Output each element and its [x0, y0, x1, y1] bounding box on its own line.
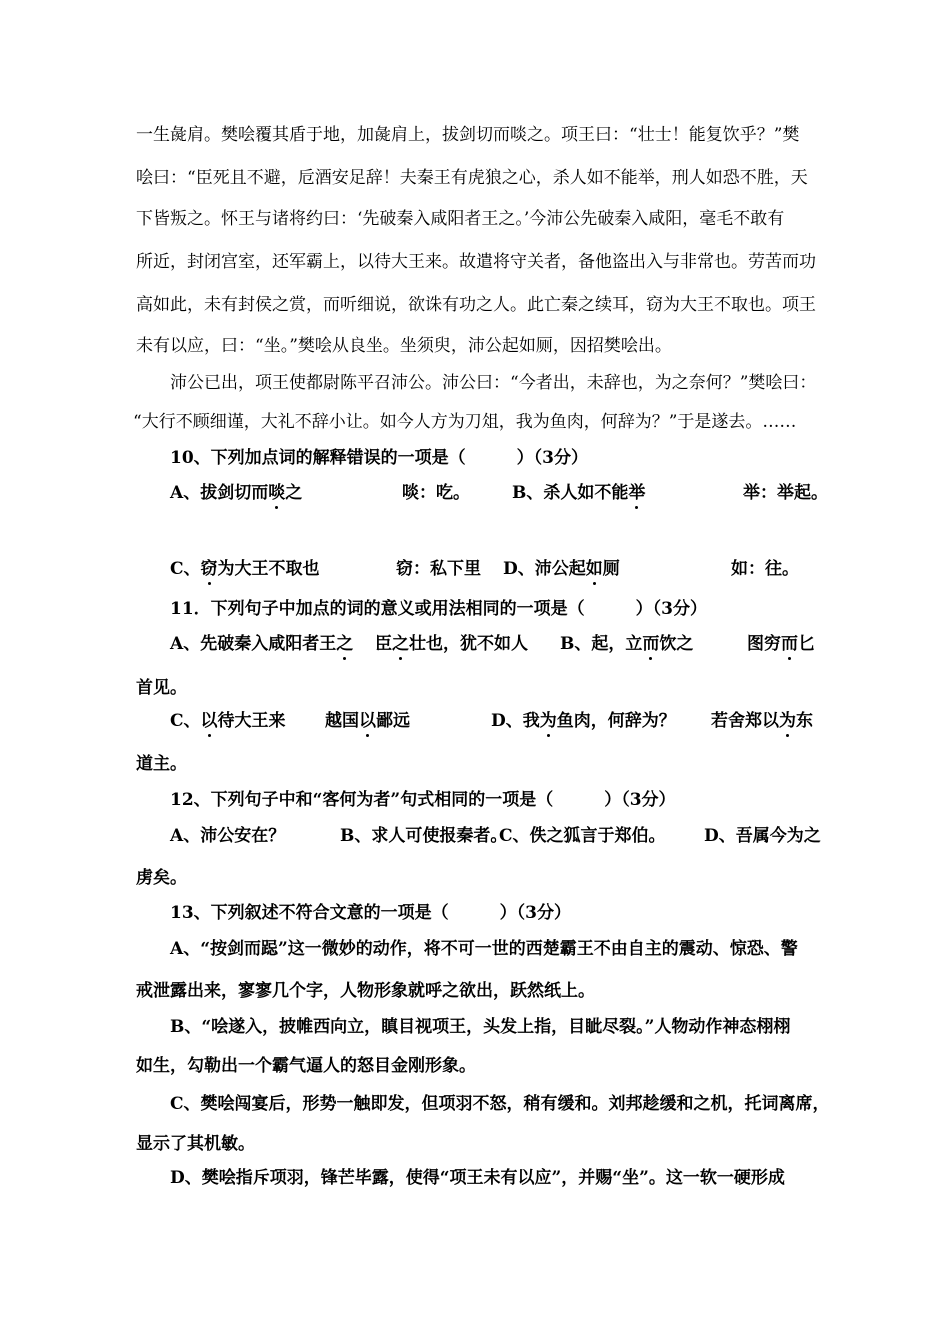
dotted-word: 举	[628, 483, 646, 503]
option-b: B、起，立而饮之	[560, 634, 694, 654]
dotted-word: 如	[585, 559, 603, 579]
option-c-compare: 越国以鄙远	[325, 711, 410, 731]
option-b: B、求人可使报秦者。	[340, 826, 508, 846]
passage-line: 哙曰：“臣死且不避，卮酒安足辞！夫秦王有虎狼之心，杀人如不能举，刑人如恐不胜，天	[136, 168, 808, 188]
dotted-word: 之	[392, 634, 409, 654]
question-10-stem: 10、下列加点词的解释错误的一项是（ ）（3分）	[170, 448, 588, 468]
option-c: C、佚之狐言于郑伯。	[499, 826, 666, 846]
option-d: D、樊哙指斥项羽，锋芒毕露，使得“项王未有以应”，并赐“坐”。这一软一硬形成	[170, 1168, 785, 1188]
passage-line: 沛公已出，项王使都尉陈平召沛公。沛公曰：“今者出，未辞也，为之奈何？”樊哙曰：	[170, 373, 817, 393]
question-13-stem: 13、下列叙述不符合文意的一项是（ ）（3分）	[170, 903, 571, 923]
option-d: D、我为鱼肉，何辞为？	[491, 711, 676, 731]
option-b-note: 举：举起。	[743, 483, 828, 503]
passage-line: “大行不顾细谨，大礼不辞小让。如今人方为刀俎，我为鱼肉，何辞为？”于是遂去。……	[133, 412, 797, 432]
option-a-continued: 戒泄露出来，寥寥几个字，人物形象就呼之欲出，跃然纸上。	[136, 981, 595, 1001]
option-c: C、窃为大王不取也	[170, 559, 320, 579]
option-b-compare-continued: 首见。	[136, 678, 187, 698]
option-c: C、樊哙闯宴后，形势一触即发，但项羽不怒，稍有缓和。刘邦趁缓和之机，托词离席，	[170, 1094, 830, 1114]
option-a: A、沛公安在？	[170, 826, 286, 846]
passage-line: 所近，封闭宫室，还军霸上，以待大王来。故遣将守关者，备他盗出入与非常也。劳苦而功	[136, 252, 816, 272]
option-d: D、吾属今为之	[704, 826, 821, 846]
passage-line: 一生彘肩。樊哙覆其盾于地，加彘肩上，拔剑切而啖之。项王曰：“壮士！能复饮乎？”樊	[136, 125, 800, 145]
dotted-word: 以	[359, 711, 376, 731]
passage-line: 下皆叛之。怀王与诸将约曰：‘先破秦入咸阳者王之。’今沛公先破秦入咸阳，毫毛不敢有	[136, 209, 785, 229]
option-a: A、先破秦入咸阳者王之	[170, 634, 354, 654]
dotted-word: 而	[781, 634, 798, 654]
passage-line: 高如此，未有封侯之赏，而听细说，欲诛有功之人。此亡秦之续耳，窃为大王不取也。项王	[136, 295, 816, 315]
option-a: A、“按剑而跽”这一微妙的动作，将不可一世的西楚霸王不由自主的震动、惊恐、警	[170, 939, 798, 959]
dotted-word: 以	[200, 711, 218, 731]
option-c-note: 窃：私下里	[396, 559, 481, 579]
passage-line: 未有以应，曰：“坐。”樊哙从良坐。坐须臾，沛公起如厕，因招樊哙出。	[136, 336, 672, 356]
option-b: B、“哙遂入，披帷西向立，瞋目视项王，头发上指，目眦尽裂。”人物动作神态栩栩	[170, 1017, 791, 1037]
dotted-word: 为	[779, 711, 796, 731]
option-b: B、杀人如不能举	[512, 483, 646, 503]
dotted-word: 之	[336, 634, 354, 654]
dotted-word: 窃	[200, 559, 218, 579]
option-d-note: 如：往。	[731, 559, 799, 579]
option-d-compare: 若舍郑以为东	[711, 711, 813, 731]
option-d-continued: 虏矣。	[136, 868, 187, 888]
dotted-word: 而	[642, 634, 660, 654]
option-d-compare-continued: 道主。	[136, 754, 187, 774]
question-12-stem: 12、下列句子中和“客何为者”句式相同的一项是（ ）（3分）	[170, 790, 676, 810]
dotted-word: 啖	[268, 483, 286, 503]
option-c: C、以待大王来	[170, 711, 286, 731]
option-d: D、沛公起如厕	[503, 559, 620, 579]
question-11-stem: 11．下列句子中加点的词的意义或用法相同的一项是（ ）（3分）	[170, 599, 707, 619]
dotted-word: 为	[539, 711, 557, 731]
option-a-note: 啖：吃。	[402, 483, 470, 503]
option-b-compare: 图穷而匕	[747, 634, 815, 654]
option-a: A、拔剑切而啖之	[170, 483, 303, 503]
option-b-continued: 如生，勾勒出一个霸气逼人的怒目金刚形象。	[136, 1056, 476, 1076]
option-a-compare: 臣之壮也，犹不如人	[375, 634, 528, 654]
option-c-continued: 显示了其机敏。	[136, 1134, 255, 1154]
